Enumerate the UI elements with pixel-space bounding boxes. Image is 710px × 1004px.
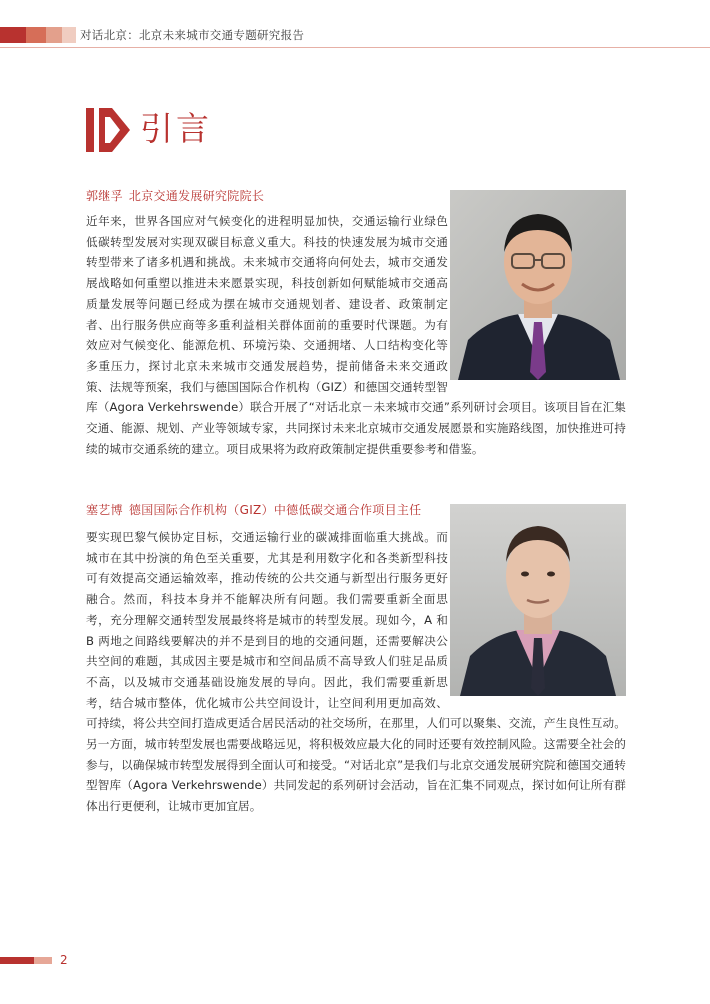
section-title: 引言: [140, 109, 212, 148]
author-name: 郭继孚: [86, 189, 123, 203]
author-statement: [86, 211, 626, 459]
footer-bar: [34, 957, 52, 964]
header-color-blocks: [0, 27, 76, 43]
header-block: [62, 27, 76, 43]
header-divider: [0, 47, 710, 48]
header-block: [46, 27, 62, 43]
running-header-title: 对话北京：北京未来城市交通专题研究报告: [80, 28, 305, 42]
author-line: [86, 502, 421, 518]
author-statement: [86, 527, 626, 817]
footer-bar: [0, 957, 34, 964]
author-role: 北京交通发展研究院院长: [128, 189, 265, 203]
author-line: [86, 188, 264, 204]
page-number: 2: [60, 953, 68, 967]
header-block: [0, 27, 26, 43]
statement-text: 近年来，世界各国应对气候变化的进程明显加快，交通运输行业绿色低碳转型发展对实现双碳目标意义重大。科技的快速发展为城市交通转型带来了诸多机遇和挑战。未来城市交通将向何处去，城市交通发展战略如何重塑以推进未来愿景实现，科技创新如何赋能城市交通高质量发展等问题已经成为摆在城市交通规划者、建设者、政策制定者、出行服务供应商等多重利益相关群体面前的重要时代课题。为有效应对气候变化、能源危机、环境污染、交通拥堵、人口结构变化等多重压力，探讨北京未来城市交通发展趋势，提前储备未来交通政策、法规等预案，我们与德国国际合作机构（GIZ）和德国交通转型智库（Agora Verkehrswende）联合开展了“对话北京－未来城市交通”系列研讨会项目。该项目旨在汇集交通、能源、规划、产业等领域专家，共同探讨未来北京城市交通发展愿景和实施路线图，加快推进可持续的城市交通系统的建立。项目成果将为政府政策制定提供重要参考和借鉴。: [86, 214, 626, 456]
section-marker-icon: [86, 108, 130, 152]
author-name: 塞艺博: [86, 503, 123, 517]
statement-text: 要实现巴黎气候协定目标，交通运输行业的碳减排面临重大挑战。而城市在其中扮演的角色至关重要，尤其是利用数字化和各类新型科技可有效提高交通运输效率，推动传统的公共交通与新型出行服务更好融合。然而，科技本身并不能解决所有问题。我们需要重新全面思考，充分理解交通转型发展最终将是城市的转型发展。现如今，A 和 B 两地之间路线要解决的并不是到目的地的交通问题，还需要解决公共空间的难题，其成因主要是城市和空间品质不高导致人们驻足品质不高，以及城市交通基础设施发展的导向。因此，我们需要重新思考，结合城市整体，优化城市公共空间设计，让空间利用更加高效、可持续，将公共空间打造成更适合居民活动的社交场所，在那里，人们可以聚集、交流，产生良性互动。另一方面，城市转型发展也需要战略远见，将积极效应最大化的同时还要有效控制风险。这需要全社会的参与，以确保城市转型发展得到全面认可和接受。“对话北京”是我们与北京交通发展研究院和德国交通转型智库（Agora Verkehrswende）共同发起的系列研讨会活动，旨在汇集不同观点，探讨如何让所有群体出行更便利，让城市更加宜居。: [86, 530, 626, 814]
header-block: [26, 27, 46, 43]
author-role: 德国国际合作机构（GIZ）中德低碳交通合作项目主任: [128, 503, 422, 517]
